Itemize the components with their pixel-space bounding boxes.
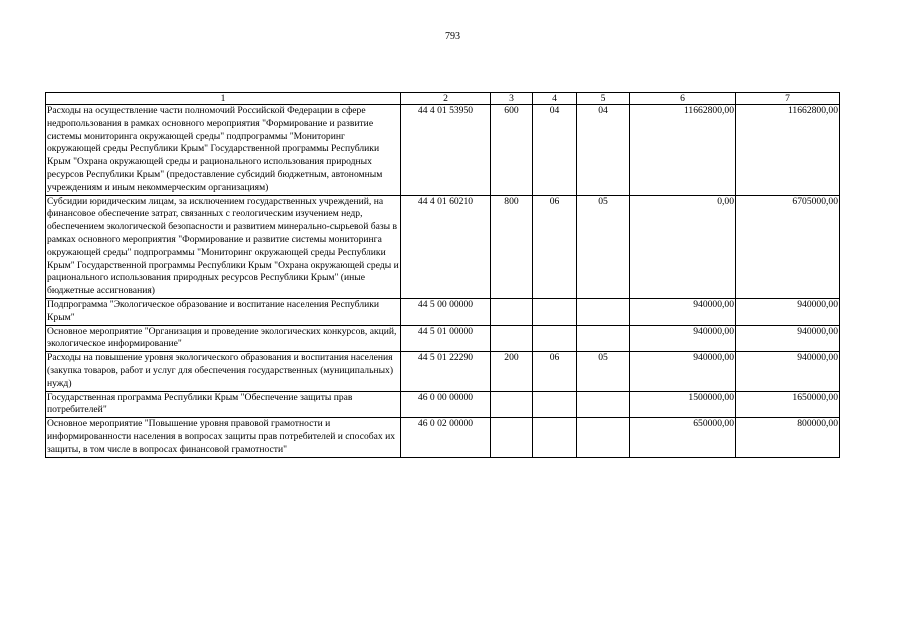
row-pr-code	[577, 325, 630, 352]
table-row	[46, 352, 840, 391]
row-description: Основное мероприятие "Повышение уровня правовой грамотности и информированности населения в вопросах защиты прав потребителей и способах их защиты, в том числе в вопросах финансовой грамотности"	[46, 418, 401, 457]
table-row	[46, 298, 840, 325]
page-number: 793	[445, 31, 460, 42]
header-cell: 3	[491, 93, 533, 105]
row-amount-2: 11662800,00	[736, 105, 840, 196]
table-row	[46, 391, 840, 418]
row-rz-code	[533, 298, 577, 325]
row-amount-1: 650000,00	[630, 418, 736, 457]
table-row	[46, 418, 840, 457]
row-rz-code: 06	[533, 195, 577, 298]
row-csr-code: 44 4 01 53950	[401, 105, 491, 196]
row-amount-2: 940000,00	[736, 298, 840, 325]
row-amount-2: 6705000,00	[736, 195, 840, 298]
row-description: Расходы на повышение уровня экологического образования и воспитания населения (закупка товаров, работ и услуг для обеспечения государственных (муниципальных) нужд)	[46, 352, 401, 391]
row-description: Государственная программа Республики Крым "Обеспечение защиты прав потребителей"	[46, 391, 401, 418]
row-amount-2: 940000,00	[736, 352, 840, 391]
row-csr-code: 46 0 00 00000	[401, 391, 491, 418]
row-rz-code: 06	[533, 352, 577, 391]
row-vr-code	[491, 325, 533, 352]
row-amount-2: 1650000,00	[736, 391, 840, 418]
header-cell: 1	[46, 93, 401, 105]
row-rz-code	[533, 418, 577, 457]
row-csr-code: 44 4 01 60210	[401, 195, 491, 298]
row-amount-1: 940000,00	[630, 325, 736, 352]
header-cell: 2	[401, 93, 491, 105]
row-vr-code: 200	[491, 352, 533, 391]
row-csr-code: 44 5 00 00000	[401, 298, 491, 325]
row-amount-1: 940000,00	[630, 298, 736, 325]
row-amount-1: 0,00	[630, 195, 736, 298]
row-amount-1: 1500000,00	[630, 391, 736, 418]
row-vr-code: 800	[491, 195, 533, 298]
row-pr-code: 04	[577, 105, 630, 196]
header-row	[46, 93, 840, 105]
table-row	[46, 325, 840, 352]
row-rz-code	[533, 391, 577, 418]
row-description: Подпрограмма "Экологическое образование и воспитание населения Республики Крым"	[46, 298, 401, 325]
row-amount-1: 940000,00	[630, 352, 736, 391]
row-description: Расходы на осуществление части полномочий Российской Федерации в сфере недропользования в рамках основного мероприятия "Формирование и развитие системы мониторинга окружающей среды" подпрограммы "Мониторинг окружающей среды Республики Крым" Государственной программы Республики Крым "Охрана окружающей среды и рационального использования природных ресурсов Республики Крым" (предоставление субсидий бюджетным, автономным учреждениям и иным некоммерческим организациям)	[46, 105, 401, 196]
row-description: Основное мероприятие "Организация и проведение экологических конкурсов, акций, экологическое информирование"	[46, 325, 401, 352]
row-pr-code	[577, 391, 630, 418]
row-pr-code	[577, 298, 630, 325]
row-csr-code: 46 0 02 00000	[401, 418, 491, 457]
header-cell: 7	[736, 93, 840, 105]
row-pr-code	[577, 418, 630, 457]
row-vr-code: 600	[491, 105, 533, 196]
row-rz-code	[533, 325, 577, 352]
row-vr-code	[491, 391, 533, 418]
row-csr-code: 44 5 01 00000	[401, 325, 491, 352]
row-csr-code: 44 5 01 22290	[401, 352, 491, 391]
row-vr-code	[491, 298, 533, 325]
row-amount-1: 11662800,00	[630, 105, 736, 196]
row-amount-2: 800000,00	[736, 418, 840, 457]
header-cell: 5	[577, 93, 630, 105]
row-pr-code: 05	[577, 352, 630, 391]
budget-table	[45, 92, 840, 458]
table-row	[46, 195, 840, 298]
header-cell: 6	[630, 93, 736, 105]
header-cell: 4	[533, 93, 577, 105]
row-rz-code: 04	[533, 105, 577, 196]
row-amount-2: 940000,00	[736, 325, 840, 352]
table-row	[46, 105, 840, 196]
row-description: Субсидии юридическим лицам, за исключением государственных учреждений, на финансовое обеспечение затрат, связанных с геологическим изучением недр, обеспечением экологической безопасности и развитием минерально-сырьевой базы в рамках основного мероприятия "Формирование и развитие системы мониторинга окружающей среды" подпрограммы "Мониторинг окружающей среды Республики Крым" Государственной программы Республики Крым "Охрана окружающей среды и рационального использования природных ресурсов Республики Крым" (иные бюджетные ассигнования)	[46, 195, 401, 298]
row-pr-code: 05	[577, 195, 630, 298]
row-vr-code	[491, 418, 533, 457]
